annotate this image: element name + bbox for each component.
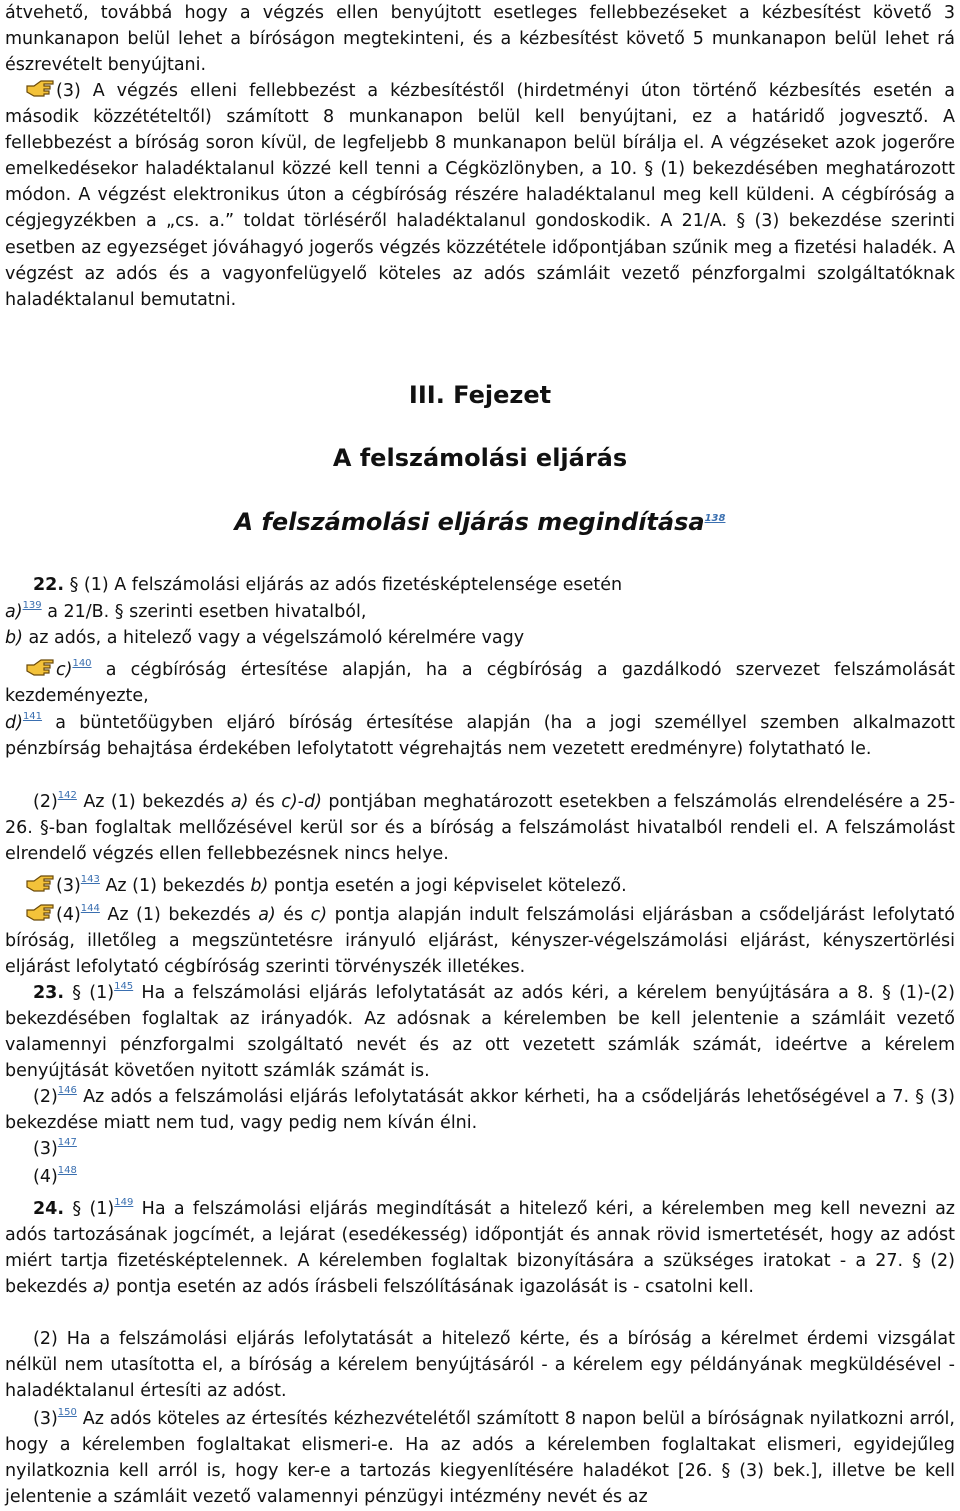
section-24-paragraph-2: (2) Ha a felszámolási eljárás lefolytatását a hitelező kérte, és a bíróság a kérelmet érdemi vizsgálat nélkül nem utasította el, a bíróság a kérelem benyújtásáról - a kérelem egy példányának megküldésével - haladéktalanul értesíti az adóst. <box>5 1329 955 1402</box>
footnote-link[interactable]: 148 <box>57 1165 77 1176</box>
chapter-heading: III. Fejezet <box>408 381 552 409</box>
section-22-intro: 22. § (1) A felszámolási eljárás az adós fizetésképtelensége esetén <box>33 575 623 595</box>
section-number: 24. <box>33 1199 65 1219</box>
pointing-hand-icon[interactable] <box>25 78 55 99</box>
footnote-link[interactable]: 142 <box>57 790 77 801</box>
footnote-link[interactable]: 150 <box>57 1407 77 1418</box>
section-subtitle: A felszámolási eljárás megindítása$^{138}$ <box>234 508 726 536</box>
section-22-paragraph-2: $(2)^{142}$ Az (1) bekezdés a) és c)-d) pontjában meghatározott esetekben a felszámolás elrendelésére a 25-26. §-ban foglaltak mellőzésével kerül sor és a bíróság a felszámolást hivatalból rendeli el. A felszámolást elrendelő végzés ellen fellebbezésnek nincs helye. <box>5 790 956 865</box>
section-24-paragraph-1: 24. § $(1)^{149}$ Ha a felszámolási eljárás megindítását a hitelező kéri, a kérelemben meg kell nevezni az adós tartozásának jogcímét, a lejárat (esedékesség) időpontját és annak rövid ismertetését, hogy az adóst miért tartja fizetésképtelennek. A kérelemben foglaltak bizonyítására a szükséges iratokat - a 27. § (2) bekezdés a) pontja esetén az adós írásbeli felszólításának igazolását is - csatolni kell. <box>5 1197 955 1298</box>
section-22-point-a: a)$^{139}$ a 21/B. § szerinti esetben hivatalból, <box>5 600 367 622</box>
paragraph-3: (3) A végzés elleni fellebbezést a kézbesítéstől (hirdetményi úton történő kézbesítés esetén a második közzétételtől) számított 8 munkanapon belül kell benyújtani, ez a határidő jogvesztő. A fellebbezést a bíróság soron kívül, de legfeljebb 8 munkanapon belül bírálja el. A végzéseket azok jogerőre emelkedésekor haladéktalanul közzé kell tenni a Cégközlönyben, a 10. § (1) bekezdésében meghatározott módon. A végzést elektronikus úton a cégbíróság részére haladéktalanul meg kell küldeni. A cégbíróság a cégjegyzékben a „cs. a.” toldat törléséről haladéktalanul gondoskodik. A 21/A. § (3) bekezdése szerinti esetben az egyezséget jóváhagyó jogerős végzés közzététele időpontjában szűnik meg a fizetési haladék. A végzést az adós és a vagyonfelügyelő köteles az adós számláit vezető pénzforgalmi szolgáltatóknak haladéktalanul bemutatni. <box>5 78 955 313</box>
footnote-link[interactable]: 143 <box>80 874 100 885</box>
footnote-link[interactable]: 146 <box>57 1085 77 1096</box>
section-22-point-b: b) az adós, a hitelező vagy a végelszámoló kérelmére vagy <box>5 628 525 648</box>
section-23-paragraph-3: $(3)^{147}$ <box>33 1137 77 1159</box>
footnote-link[interactable]: 149 <box>114 1197 134 1208</box>
footnote-link[interactable]: 139 <box>22 600 42 611</box>
footnote-link[interactable]: 138 <box>704 513 726 524</box>
section-23-paragraph-4: $(4)^{148}$ <box>33 1165 77 1187</box>
section-22-paragraph-3: $(3)^{143}$ Az (1) bekezdés b) pontja esetén a jogi képviselet kötelező. <box>5 873 955 899</box>
section-22-point-c: c)$^{140}$ a cégbíróság értesítése alapján, ha a cégbíróság a gazdálkodó szervezet felszámolását kezdeményezte, <box>5 658 955 707</box>
pointing-hand-icon[interactable] <box>25 657 55 678</box>
footnote-link[interactable]: 144 <box>80 903 100 914</box>
page-title: A felszámolási eljárás <box>332 444 628 472</box>
pointing-hand-icon[interactable] <box>25 902 55 923</box>
section-number: 23. <box>33 983 65 1003</box>
footnote-link[interactable]: 140 <box>72 658 92 669</box>
section-23-paragraph-1: 23. § $(1)^{145}$ Ha a felszámolási eljárás lefolytatását az adós kéri, a kérelem benyújtására a 8. § (1)-(2) bekezdésében foglaltak az irányadók. Az adósnak a kérelemben be kell jelentenie a számláit vezető valamennyi pénzforgalmi szolgáltató nevét és az ott vezetett számlák számát, ideértve a kérelem benyújtását követően nyitott számlák számát is. <box>5 981 955 1082</box>
section-23-paragraph-2: $(2)^{146}$ Az adós a felszámolási eljárás lefolytatását akkor kérheti, ha a csődeljárás lehetőségével a 7. § (3) bekezdése miatt nem tud, vagy pedig nem kíván élni. <box>5 1085 955 1134</box>
footnote-link[interactable]: 147 <box>57 1137 77 1148</box>
section-number: 22. <box>33 575 65 595</box>
section-22-point-d: d)$^{141}$ a büntetőügyben eljáró bíróság értesítése alapján (ha a jogi személlyel szemben alkalmazott pénzbírság behajtása érdekében lefolytatott végrehajtás nem vezetett eredményre) folytatható le. <box>5 711 955 760</box>
section-24-paragraph-3: $(3)^{150}$ Az adós köteles az értesítés kézhezvételétől számított 8 napon belül a bíróságnak nyilatkozni arról, hogy a kérelemben foglaltakat elismeri-e. Ha az adós a kérelemben foglaltakat elismeri, egyidejűleg nyilatkoznia kell arról is, hogy ker-e a tartozás kiegyenlítésére haladékot [26. § (3) bek.], illetve be kell jelentenie a számláit vezető valamennyi pénzügyi intézmény nevét és az <box>5 1407 955 1508</box>
footnote-link[interactable]: 145 <box>114 981 134 992</box>
pointing-hand-icon[interactable] <box>25 873 55 894</box>
paragraph-intro: átvehető, továbbá hogy a végzés ellen benyújtott esetleges fellebbezéseket a kézbesítést követő 3 munkanapon belül lehet a bíróságon megtekinteni, és a kézbesítést követő 5 munkanapon belül lehet rá észrevételt benyújtani. <box>5 3 955 76</box>
section-22-paragraph-4: $(4)^{144}$ Az (1) bekezdés a) és c) pontja alapján indult felszámolási eljárásban a csődeljárást lefolytató bíróság, illetőleg a megszüntetésre irányuló eljárást, kényszer-végelszámolási eljárást, kényszertörlési eljárást lefolytató cégbíróság szerinti törvényszék illetékes. <box>5 903 956 978</box>
footnote-link[interactable]: 141 <box>22 711 43 722</box>
